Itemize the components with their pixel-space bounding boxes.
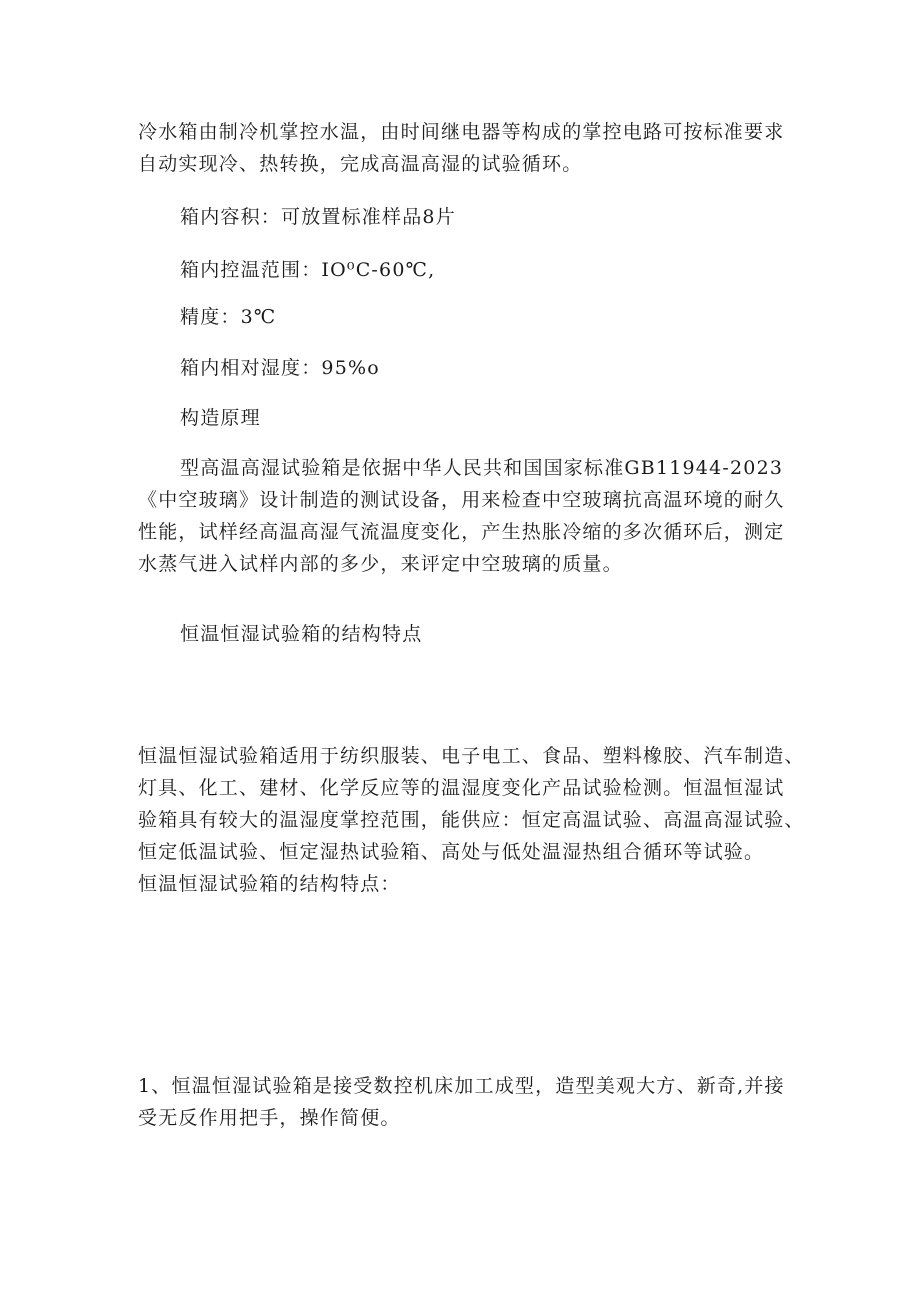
text-line: 《中空玻璃》设计制造的测试设备，用来检查中空玻璃抗高温环境的耐久 [138, 489, 785, 511]
feature-1-paragraph [138, 1070, 788, 1134]
text-line: 验箱具有较大的温湿度掌控范围，能供应：恒定高温试验、高温高湿试验、 [138, 809, 805, 831]
text-line: 受无反作用把手，操作简便。 [138, 1107, 401, 1129]
application-paragraph [138, 740, 805, 900]
heading-principle: 构造原理 [180, 407, 261, 429]
spec-accuracy: 精度：3℃ [180, 306, 277, 328]
spec-temp-range: 箱内控温范围：IO⁰C-60℃, [180, 259, 436, 281]
spec-humidity: 箱内相对湿度：95%o [180, 357, 380, 379]
text-line: 型高温高湿试验箱是依据中华人民共和国国家标准GB11944-2023 [180, 457, 784, 479]
text-line: 恒温恒湿试验箱适用于纺织服装、电子电工、食品、塑料橡胶、汽车制造、 [138, 745, 805, 767]
text-line: 1、恒温恒湿试验箱是接受数控机床加工成型，造型美观大方、新奇,并接 [138, 1075, 785, 1097]
intro-paragraph [138, 116, 788, 180]
spec-capacity: 箱内容积：可放置标准样品8片 [180, 206, 456, 228]
text-line: 灯具、化工、建材、化学反应等的温湿度变化产品试验检测。恒温恒湿试 [138, 777, 785, 799]
principle-paragraph [138, 452, 788, 580]
text-line: 冷水箱由制冷机掌控水温，由时间继电器等构成的掌控电路可按标准要求 [138, 121, 785, 143]
text-line: 自动实现冷、热转换，完成高温高湿的试验循环。 [138, 153, 583, 175]
text-line: 恒定低温试验、恒定湿热试验箱、高处与低处温湿热组合循环等试验。 [138, 841, 765, 863]
text-line: 水蒸气进入试样内部的多少，来评定中空玻璃的质量。 [138, 553, 623, 575]
heading-features: 恒温恒湿试验箱的结构特点 [180, 623, 423, 645]
text-line: 性能，试样经高温高湿气流温度变化，产生热胀冷缩的多次循环后，测定 [138, 521, 785, 543]
text-line: 恒温恒湿试验箱的结构特点： [138, 873, 401, 895]
